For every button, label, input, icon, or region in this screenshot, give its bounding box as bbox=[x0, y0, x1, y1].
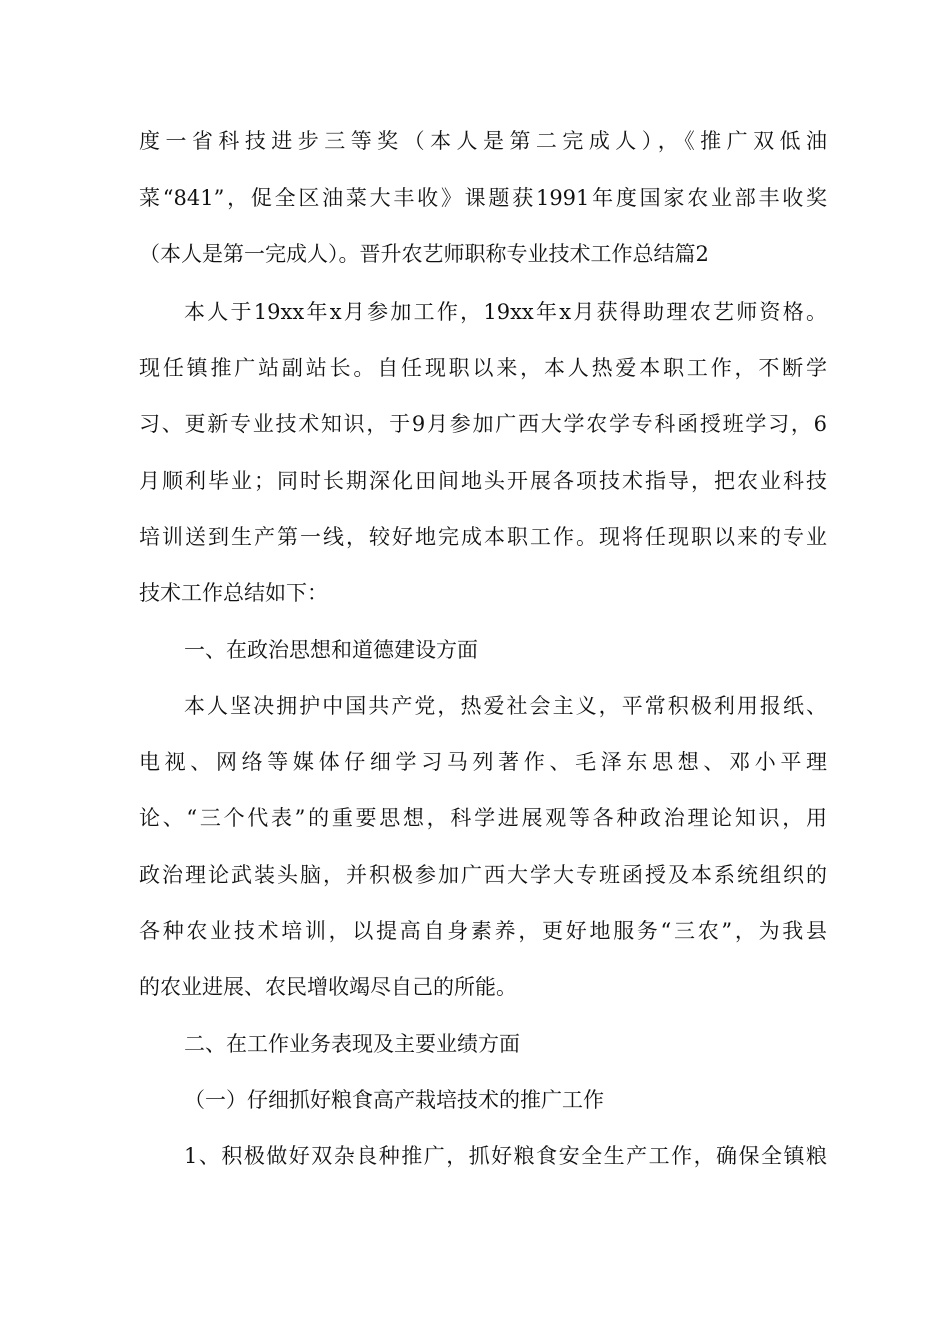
text-line-1: 度一省科技进步三等奖（本人是第二完成人），《推广双低油 bbox=[139, 129, 827, 153]
text-line-3: （本人是第一完成人）。晋升农艺师职称专业技术工作总结篇2 bbox=[139, 242, 709, 266]
text-line-19: 1、积极做好双杂良种推广，抓好粮食安全生产工作，确保全镇粮 bbox=[184, 1144, 827, 1168]
text-line-12: 电视、网络等媒体仔细学习马列著作、毛泽东思想、邓小平理 bbox=[139, 750, 827, 774]
section-heading-1: 一、在政治思想和道德建设方面 bbox=[184, 638, 478, 662]
text-line-16: 的农业进展、农民增收竭尽自己的所能。 bbox=[139, 975, 517, 999]
text-line-2: 菜“841”，促全区油菜大丰收》课题获1991年度国家农业部丰收奖 bbox=[139, 186, 827, 210]
text-line-7: 月顺利毕业；同时长期深化田间地头开展各项技术指导，把农业科技 bbox=[139, 469, 827, 493]
text-line-5: 现任镇推广站副站长。自任现职以来，本人热爱本职工作，不断学 bbox=[139, 356, 827, 380]
text-line-14: 政治理论武装头脑，并积极参加广西大学大专班函授及本系统组织的 bbox=[139, 863, 827, 887]
text-line-13: 论、“三个代表”的重要思想，科学进展观等各种政治理论知识，用 bbox=[139, 806, 827, 830]
text-line-6: 习、更新专业技术知识，于9月参加广西大学农学专科函授班学习，6 bbox=[139, 412, 827, 436]
section-heading-2: 二、在工作业务表现及主要业绩方面 bbox=[184, 1032, 520, 1056]
text-line-8: 培训送到生产第一线，较好地完成本职工作。现将任现职以来的专业 bbox=[139, 525, 827, 549]
text-line-11: 本人坚决拥护中国共产党，热爱社会主义，平常积极利用报纸、 bbox=[184, 694, 827, 718]
text-line-15: 各种农业技术培训，以提高自身素养，更好地服务“三农”，为我县 bbox=[139, 919, 827, 943]
text-line-9: 技术工作总结如下： bbox=[139, 581, 328, 605]
subsection-heading-1: （一）仔细抓好粮食高产栽培技术的推广工作 bbox=[184, 1088, 604, 1112]
text-line-4: 本人于19xx年x月参加工作，19xx年x月获得助理农艺师资格。 bbox=[184, 300, 827, 324]
